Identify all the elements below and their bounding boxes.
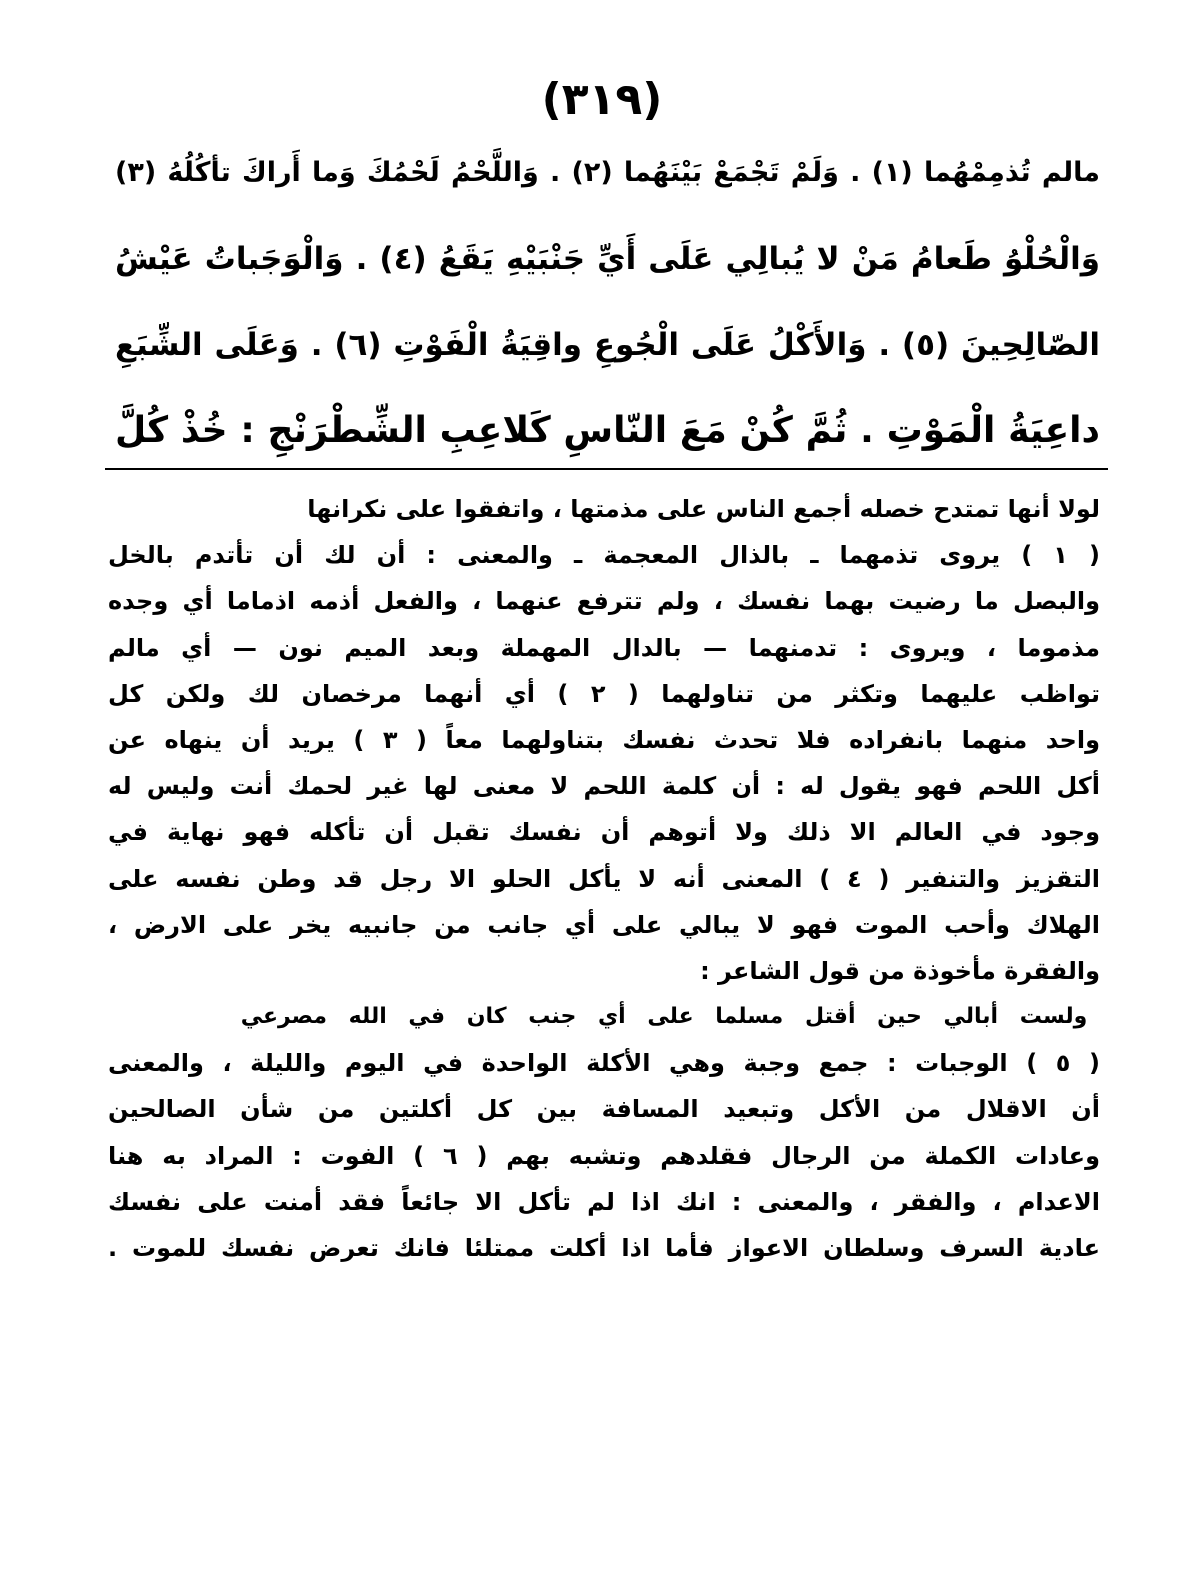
- main-text: [115, 130, 1100, 474]
- footnote-line: التقزيز والتنفير ( ٤ ) المعنى أنه لا يأكل الحلو الا رجل قد وطن نفسه على: [108, 864, 1100, 893]
- poem-verse: ولست أبالي حين أقتل مسلما على أي جنب كان في الله مصرعي: [240, 1004, 1088, 1030]
- main-text-line: وَالْحُلْوُ طَعامُ مَنْ لا يُبالِي عَلَى أَيِّ جَنْبَيْهِ يَقَعُ (٤) . وَالْوَجَباتُ عَيْشُ: [115, 241, 1100, 277]
- footnote-line: ( ١ ) يروى تذمهما ـ بالذال المعجمة ـ والمعنى : أن لك أن تأتدم بالخل: [108, 541, 1100, 570]
- footnote-line: والبصل ما رضيت بهما نفسك ، ولم تترفع عنهما ، والفعل أذمه اذماما أي وجده: [108, 587, 1100, 616]
- footnotes: [108, 486, 1100, 1271]
- footnote-divider: [105, 468, 1108, 470]
- main-text-line: الصّالِحِينَ (٥) . وَالأَكْلُ عَلَى الْجُوعِ واقِيَةُ الْفَوْتِ (٦) . وَعَلَى الشِّبَعِ: [115, 327, 1100, 363]
- footnote-line: أن الاقلال من الأكل وتبعيد المسافة بين كل أكلتين من شأن الصالحين: [108, 1095, 1100, 1124]
- footnote-line: الاعدام ، والفقر ، والمعنى : انك اذا لم تأكل الا جائعاً فقد أمنت على نفسك: [108, 1187, 1100, 1216]
- page-number: (٣١٩): [541, 74, 663, 125]
- footnote-line: وجود في العالم الا ذلك ولا أتوهم أن نفسك تقبل أن تأكله فهو نهاية في: [108, 818, 1100, 847]
- footnote-line: أكل اللحم فهو يقول له : أن كلمة اللحم لا معنى لها غير لحمك أنت وليس له: [108, 772, 1100, 801]
- footnote-line: وعادات الكملة من الرجال فقلدهم وتشبه بهم ( ٦ ) الفوت : المراد به هنا: [108, 1141, 1100, 1170]
- footnote-line: الهلاك وأحب الموت فهو لا يبالي على أي جانب من جانبيه يخر على الارض ،: [108, 910, 1100, 939]
- footnote-line: مذموما ، ويروى : تدمنهما — بالدال المهملة وبعد الميم نون — أي مالم: [108, 633, 1100, 662]
- main-text-line: مالم تُذمِمْهُما (١) . وَلَمْ تَجْمَعْ بَيْنَهُما (٢) . وَاللَّحْمُ لَحْمُكَ وَما أَراكَ تأكُلُهُ (٣): [115, 157, 1100, 188]
- footnote-line: والفقرة مأخوذة من قول الشاعر :: [700, 956, 1100, 985]
- footnote-line: ( ٥ ) الوجبات : جمع وجبة وهي الأكلة الواحدة في اليوم والليلة ، والمعنى: [108, 1049, 1100, 1078]
- main-text-line: داعِيَةُ الْمَوْتِ . ثُمَّ كُنْ مَعَ النّاسِ كَلاعِبِ الشِّطْرَنْجِ : خُذْ كُلَّ: [115, 410, 1100, 451]
- footnote-line: عادية السرف وسلطان الاعواز فأما اذا أكلت ممتلئا فانك تعرض نفسك للموت .: [108, 1234, 1100, 1262]
- footnote-line: واحد منهما بانفراده فلا تحدث نفسك بتناولهما معاً ( ٣ ) يريد أن ينهاه عن: [108, 725, 1100, 754]
- footnote-line: لولا أنها تمتدح خصله أجمع الناس على مذمتها ، واتفقوا على نكرانها: [307, 495, 1100, 523]
- footnote-line: تواظب عليهما وتكثر من تناولهما ( ٢ ) أي أنهما مرخصان لك ولكن كل: [108, 679, 1100, 708]
